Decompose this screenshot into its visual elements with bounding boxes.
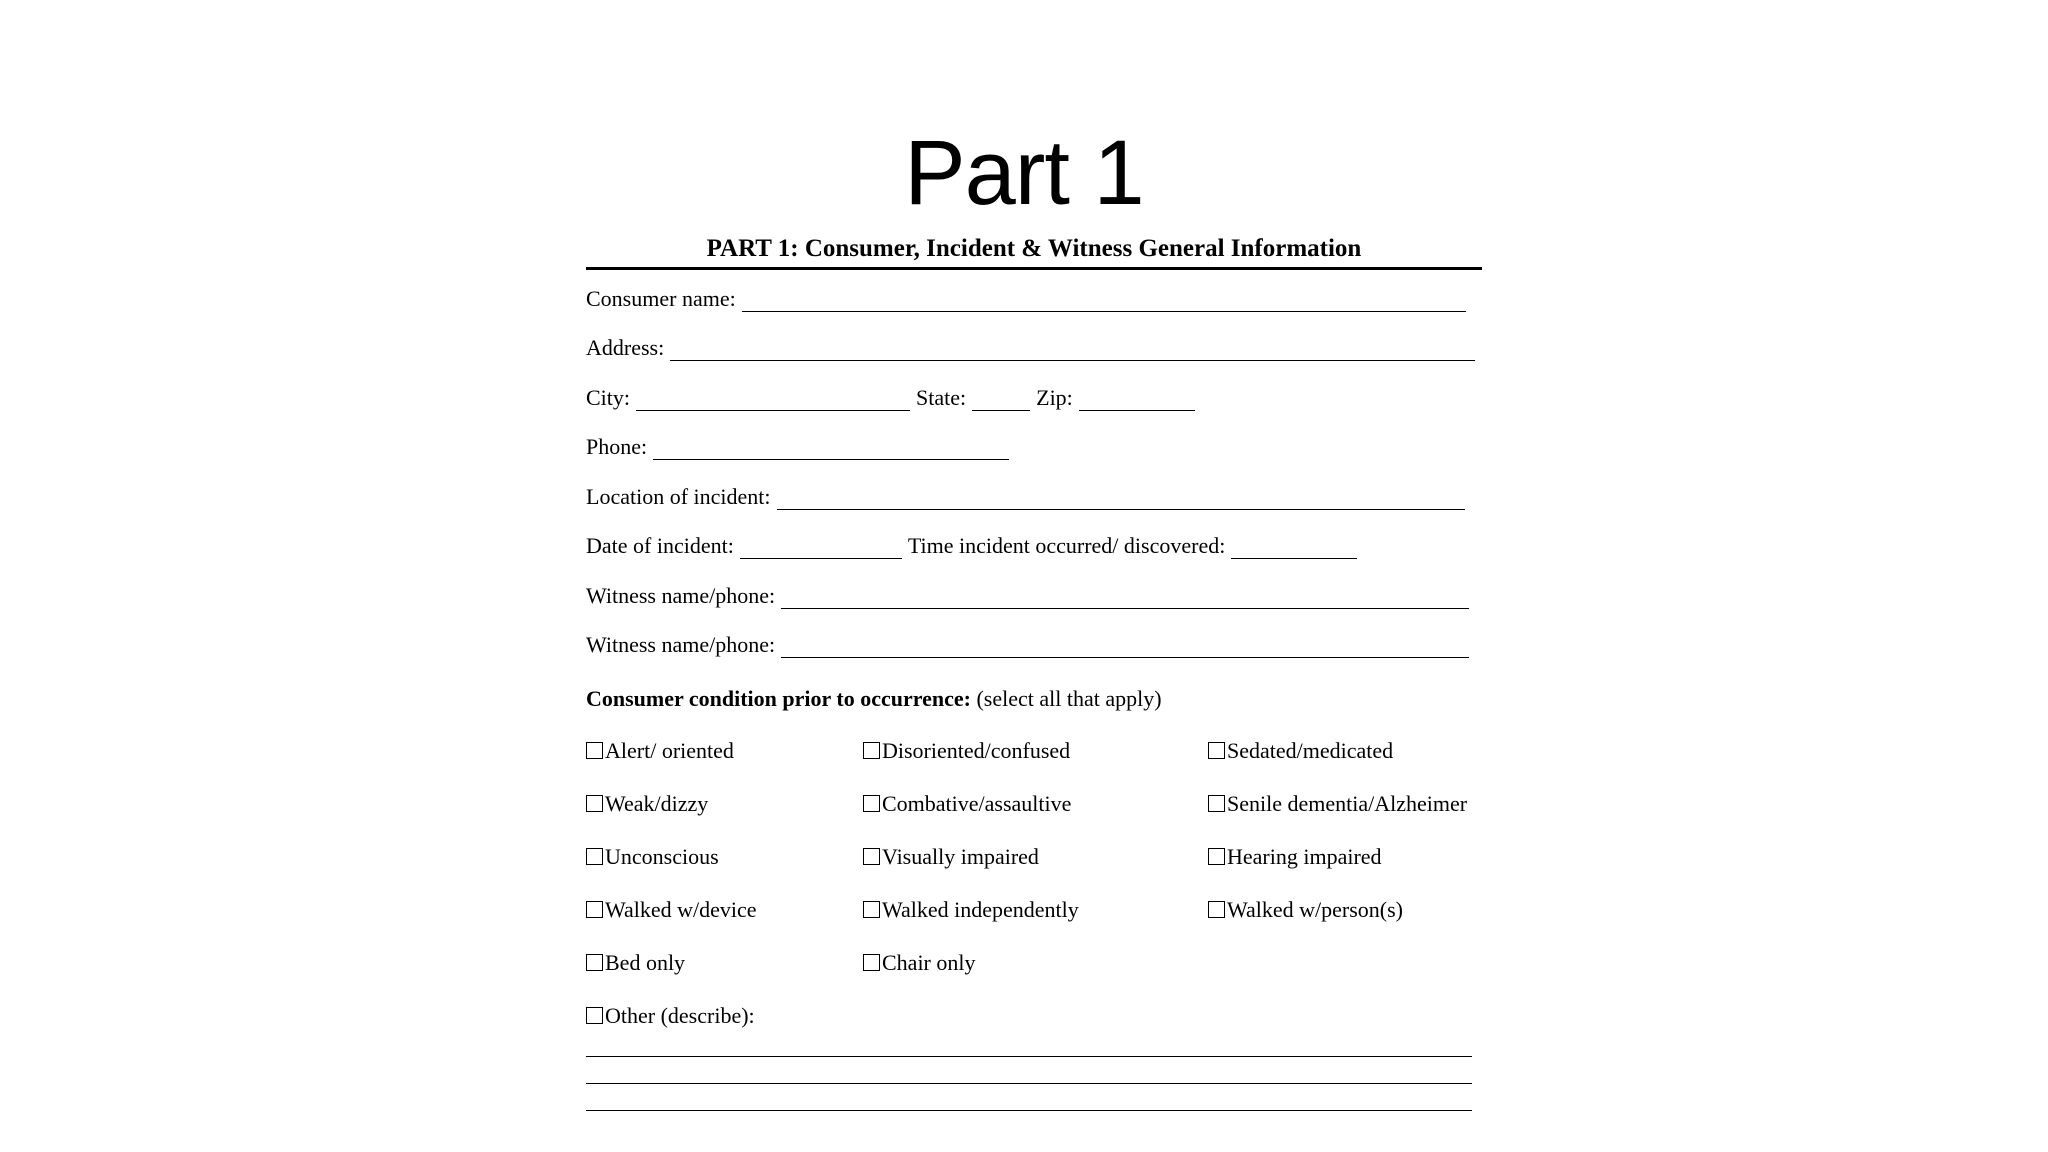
- checkbox-label: Walked w/person(s): [1227, 897, 1404, 922]
- city-field[interactable]: [636, 388, 910, 411]
- checkbox-disoriented-confused[interactable]: [863, 738, 1070, 764]
- state-field[interactable]: [972, 388, 1030, 411]
- checkbox-icon[interactable]: [586, 795, 603, 812]
- checkbox-icon[interactable]: [863, 742, 880, 759]
- state-label: State:: [916, 385, 967, 410]
- checkbox-label: Other (describe):: [605, 1003, 755, 1028]
- date-field[interactable]: [740, 536, 902, 559]
- checkbox-label: Chair only: [882, 950, 976, 975]
- checkbox-senile-dementia[interactable]: [1208, 791, 1467, 817]
- checkbox-weak-dizzy[interactable]: [586, 791, 708, 817]
- checkbox-combative-assaultive[interactable]: [863, 791, 1071, 817]
- witness-2-field[interactable]: [781, 635, 1469, 658]
- checkbox-label: Unconscious: [605, 844, 719, 869]
- checkbox-icon[interactable]: [586, 954, 603, 971]
- checkbox-label: Visually impaired: [882, 844, 1039, 869]
- date-time-row: [586, 533, 1363, 559]
- checkbox-walked-device[interactable]: [586, 897, 757, 923]
- other-describe-line-2[interactable]: [586, 1083, 1472, 1084]
- time-label: Time incident occurred/ discovered:: [907, 533, 1226, 558]
- checkbox-walked-independently[interactable]: [863, 897, 1079, 923]
- witness-1-row: [586, 583, 1475, 609]
- checkbox-other[interactable]: [586, 1003, 755, 1029]
- address-label: Address:: [586, 335, 665, 360]
- form-heading: PART 1: Consumer, Incident & Witness General Information: [586, 230, 1482, 270]
- consumer-name-row: [586, 286, 1472, 312]
- checkbox-label: Bed only: [605, 950, 686, 975]
- checkbox-label: Senile dementia/Alzheimer: [1227, 791, 1468, 816]
- time-field[interactable]: [1231, 536, 1357, 559]
- phone-label: Phone:: [586, 434, 648, 459]
- incident-form: [586, 230, 1482, 1028]
- zip-label: Zip:: [1036, 385, 1073, 410]
- checkbox-label: Hearing impaired: [1227, 844, 1382, 869]
- checkbox-chair-only[interactable]: [863, 950, 976, 976]
- phone-row: [586, 434, 1015, 460]
- checkbox-icon[interactable]: [1208, 848, 1225, 865]
- date-label: Date of incident:: [586, 533, 734, 558]
- city-label: City:: [586, 385, 631, 410]
- checkbox-icon[interactable]: [586, 742, 603, 759]
- checkbox-icon[interactable]: [863, 954, 880, 971]
- checkbox-label: Walked w/device: [605, 897, 757, 922]
- address-field[interactable]: [670, 338, 1475, 361]
- city-state-zip-row: [586, 385, 1201, 411]
- checkbox-label: Disoriented/confused: [882, 738, 1071, 763]
- checkbox-icon[interactable]: [1208, 901, 1225, 918]
- checkbox-alert-oriented[interactable]: [586, 738, 734, 764]
- other-describe-line-3[interactable]: [586, 1110, 1472, 1111]
- checkbox-icon[interactable]: [863, 848, 880, 865]
- checkbox-icon[interactable]: [1208, 742, 1225, 759]
- checkbox-label: Weak/dizzy: [605, 791, 709, 816]
- checkbox-icon[interactable]: [863, 901, 880, 918]
- location-row: [586, 484, 1471, 510]
- checkbox-unconscious[interactable]: [586, 844, 719, 870]
- checkbox-icon[interactable]: [863, 795, 880, 812]
- location-field[interactable]: [777, 487, 1465, 510]
- condition-heading-note: (select all that apply): [976, 686, 1162, 711]
- checkbox-label: Sedated/medicated: [1227, 738, 1394, 763]
- checkbox-label: Walked independently: [882, 897, 1079, 922]
- witness-2-label: Witness name/phone:: [586, 632, 776, 657]
- checkbox-hearing-impaired[interactable]: [1208, 844, 1382, 870]
- condition-heading-bold: Consumer condition prior to occurrence:: [586, 686, 971, 711]
- zip-field[interactable]: [1079, 388, 1195, 411]
- checkbox-icon[interactable]: [586, 901, 603, 918]
- address-row: [586, 335, 1481, 361]
- checkbox-walked-person[interactable]: [1208, 897, 1403, 923]
- witness-1-field[interactable]: [781, 586, 1469, 609]
- checkbox-icon[interactable]: [586, 1007, 603, 1024]
- checkbox-sedated-medicated[interactable]: [1208, 738, 1393, 764]
- other-describe-line-1[interactable]: [586, 1056, 1472, 1057]
- checkbox-icon[interactable]: [1208, 795, 1225, 812]
- checkbox-label: Combative/assaultive: [882, 791, 1072, 816]
- witness-1-label: Witness name/phone:: [586, 583, 776, 608]
- checkbox-visually-impaired[interactable]: [863, 844, 1039, 870]
- slide-title: Part 1: [904, 122, 1144, 224]
- consumer-name-label: Consumer name:: [586, 286, 736, 311]
- checkbox-bed-only[interactable]: [586, 950, 685, 976]
- checkbox-label: Alert/ oriented: [605, 738, 734, 763]
- witness-2-row: [586, 632, 1475, 658]
- condition-heading: [586, 686, 1162, 712]
- phone-field[interactable]: [653, 437, 1009, 460]
- checkbox-icon[interactable]: [586, 848, 603, 865]
- consumer-name-field[interactable]: [742, 289, 1466, 312]
- location-label: Location of incident:: [586, 484, 771, 509]
